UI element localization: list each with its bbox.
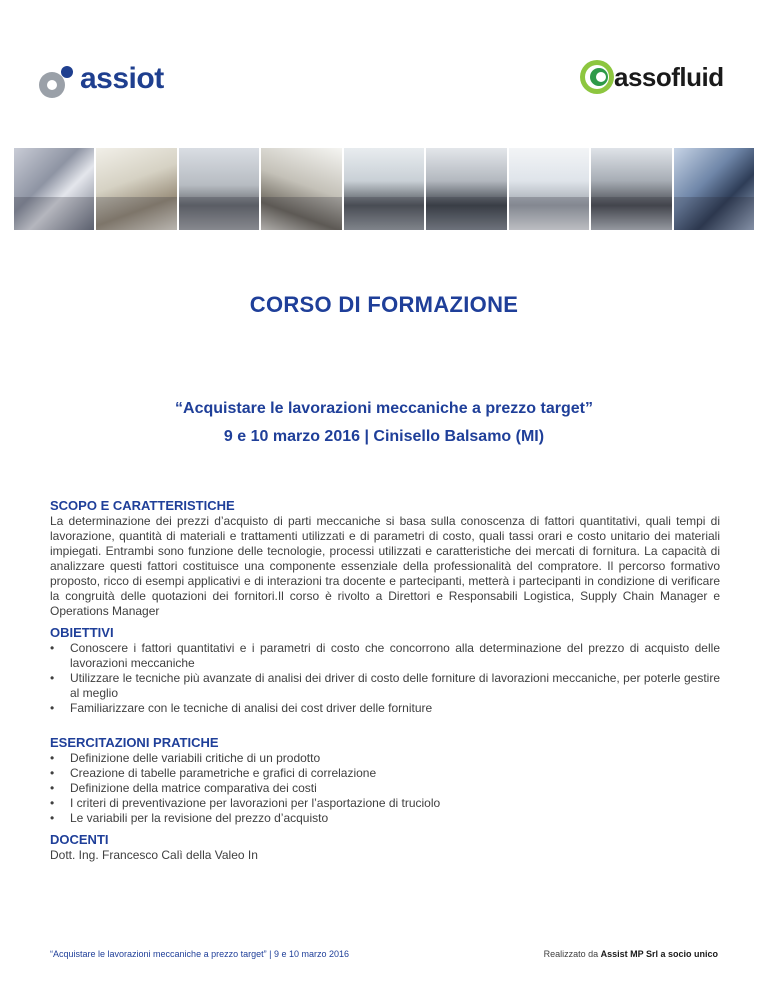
section-docenti: [50, 832, 720, 863]
esercitazioni-list: [50, 751, 720, 826]
gear-photo: [14, 148, 94, 230]
section-scopo-body: La determinazione dei prezzi d’acquisto di parti meccaniche si basa sulla conoscenza di fattori quantitativi, quali tempi di lavorazione, quantità di materiali e trattamenti utilizzati e di parametri di costo, quali tassi orari e costo unitario dei materiali impiegati. Entrambi sono funzione delle tecnologie, processi utilizzati e caratteristiche dei mercati di fornitura. La capacità di analizzare questi fattori costituisce una componente essenziale della professionalità del compratore. Il percorso formativo proposto, ricco di esempi applicativi e di interazioni tra docente e partecipanti, metterà i partecipanti in condizione di verificare la congruità delle quotazioni dei fornitori.Il corso è rivolto a Direttori e Responsabili Logistica, Supply Chain Manager e Operations Manager: [50, 514, 720, 618]
assofluid-logo: [578, 58, 738, 98]
section-esercitazioni: [50, 735, 720, 826]
list-item: • I criteri di preventivazione per lavorazioni per l’asportazione di truciolo: [50, 796, 720, 811]
machinery-photo: [674, 148, 754, 230]
section-esercitazioni-heading: ESERCITAZIONI PRATICHE: [50, 735, 219, 750]
assiot-logo: [36, 58, 186, 104]
classroom-photo: [179, 148, 259, 230]
section-docenti-heading: DOCENTI: [50, 832, 109, 847]
list-item: • Definizione della matrice comparativa dei costi: [50, 781, 720, 796]
office-photo: [509, 148, 589, 230]
assiot-logo-text: assiot: [80, 62, 164, 95]
section-scopo-heading: SCOPO E CARATTERISTICHE: [50, 498, 235, 513]
assofluid-logo-icon: [578, 58, 616, 96]
footer-credit-company: Assist MP Srl a socio unico: [600, 949, 718, 959]
list-item: • Familiarizzare con le tecniche di analisi dei cost driver delle forniture: [50, 701, 720, 716]
discussion-photo: [261, 148, 341, 230]
photo-strip: [14, 148, 754, 230]
course-date: 9 e 10 marzo 2016 | Cinisello Balsamo (MI): [223, 428, 545, 445]
training-photo: [344, 148, 424, 230]
page-title: CORSO DI FORMAZIONE: [249, 292, 519, 317]
audience-photo: [426, 148, 506, 230]
obiettivi-list: [50, 641, 720, 716]
list-item: • Conoscere i fattori quantitativi e i parametri di costo che concorrono alla determinazione del prezzo di acquisto delle lavorazioni meccaniche: [50, 641, 720, 671]
seminar-photo: [591, 148, 671, 230]
list-item: • Le variabili per la revisione del prezzo d’acquisto: [50, 811, 720, 826]
assofluid-logo-text: assofluid: [614, 62, 724, 92]
assiot-logo-icon: [36, 64, 76, 100]
footer-credit-prefix: Realizzato da: [543, 949, 601, 959]
list-item: • Utilizzare le tecniche più avanzate di analisi dei driver di costo delle forniture di lavorazioni meccaniche, per poterle gestire al meglio: [50, 671, 720, 701]
section-obiettivi: [50, 625, 720, 716]
footer-course-info: “Acquistare le lavorazioni meccaniche a prezzo target” | 9 e 10 marzo 2016: [50, 949, 349, 959]
meeting-photo: [96, 148, 176, 230]
list-item: • Creazione di tabelle parametriche e grafici di correlazione: [50, 766, 720, 781]
section-docenti-body: Dott. Ing. Francesco Calì della Valeo In: [50, 848, 258, 862]
course-name: “Acquistare le lavorazioni meccaniche a prezzo target”: [175, 400, 593, 417]
section-obiettivi-heading: OBIETTIVI: [50, 625, 114, 640]
section-scopo: [50, 498, 720, 619]
list-item: • Definizione delle variabili critiche di un prodotto: [50, 751, 720, 766]
footer-credit: [544, 949, 718, 959]
